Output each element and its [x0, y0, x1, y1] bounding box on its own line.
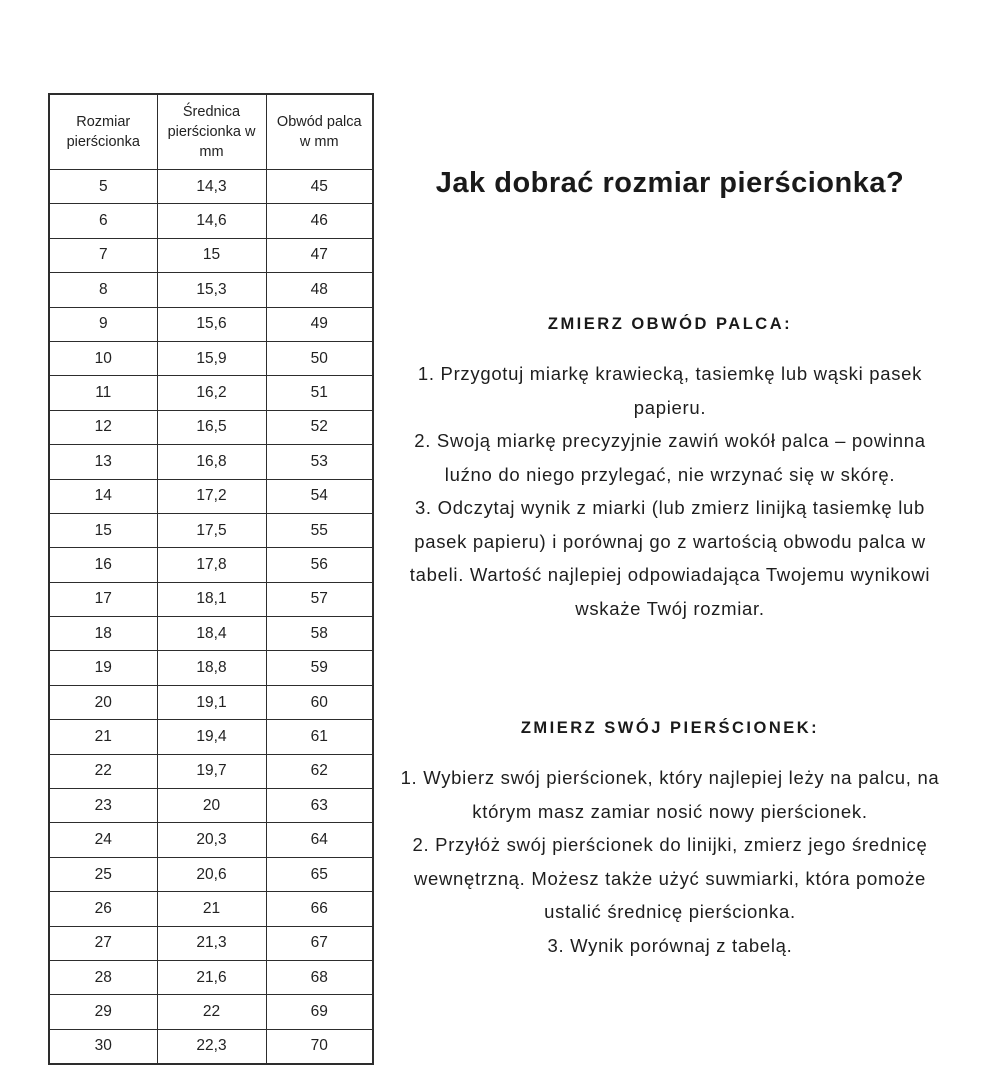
table-cell: 60 — [266, 685, 373, 719]
table-cell: 67 — [266, 926, 373, 960]
table-row — [49, 307, 373, 341]
table-cell: 54 — [266, 479, 373, 513]
table-cell: 7 — [49, 238, 157, 272]
table-row — [49, 273, 373, 307]
table-cell: 22,3 — [157, 1029, 266, 1064]
table-cell: 15,3 — [157, 273, 266, 307]
table-cell: 51 — [266, 376, 373, 410]
table-row — [49, 513, 373, 547]
table-cell: 50 — [266, 341, 373, 375]
table-cell: 68 — [266, 960, 373, 994]
section-steps-measure-ring — [390, 761, 950, 962]
table-row — [49, 857, 373, 891]
table-cell: 55 — [266, 513, 373, 547]
page-title: Jak dobrać rozmiar pierścionka? — [435, 167, 905, 199]
table-cell: 19,7 — [157, 754, 266, 788]
table-cell: 16,2 — [157, 376, 266, 410]
table-row — [49, 410, 373, 444]
table-cell: 19 — [49, 651, 157, 685]
table-cell: 9 — [49, 307, 157, 341]
table-body — [49, 170, 373, 1065]
table-cell: 5 — [49, 170, 157, 204]
step-item: 1. Wybierz swój pierścionek, który najlepiej leży na palcu, na którym masz zamiar nosić nowy pierścionek. — [400, 767, 940, 822]
table-cell: 24 — [49, 823, 157, 857]
table-cell: 14,6 — [157, 204, 266, 238]
table-cell: 28 — [49, 960, 157, 994]
table-cell: 64 — [266, 823, 373, 857]
table-cell: 18,4 — [157, 617, 266, 651]
step-item: 3. Odczytaj wynik z miarki (lub zmierz linijką tasiemkę lub pasek papieru) i porównaj go z wartością obwodu palca w tabeli. Wartość najlepiej odpowiadająca Twojemu wynikowi wskaże Twój rozmiar. — [409, 497, 931, 619]
column-header-ring-size: Rozmiar pierścionka — [49, 94, 157, 170]
table-row — [49, 341, 373, 375]
table-cell: 66 — [266, 892, 373, 926]
table-row — [49, 720, 373, 754]
table-header-row — [49, 94, 373, 170]
step-item: 1. Przygotuj miarkę krawiecką, tasiemkę lub wąski pasek papieru. — [417, 363, 923, 418]
table-cell: 8 — [49, 273, 157, 307]
step-item: 2. Przyłóż swój pierścionek do linijki, zmierz jego średnicę wewnętrzną. Możesz także użyć suwmiarki, która pomoże ustalić średnicę pierścionka. — [412, 834, 928, 922]
table-cell: 58 — [266, 617, 373, 651]
table-cell: 18 — [49, 617, 157, 651]
table-cell: 17,8 — [157, 548, 266, 582]
table-cell: 25 — [49, 857, 157, 891]
table-cell: 69 — [266, 995, 373, 1029]
table-cell: 27 — [49, 926, 157, 960]
table-cell: 15 — [157, 238, 266, 272]
table-cell: 70 — [266, 1029, 373, 1064]
table-row — [49, 823, 373, 857]
table-row — [49, 892, 373, 926]
table-cell: 21,6 — [157, 960, 266, 994]
column-header-finger-circumference: Obwód palca w mm — [266, 94, 373, 170]
table-cell: 52 — [266, 410, 373, 444]
table-cell: 17 — [49, 582, 157, 616]
table-row — [49, 1029, 373, 1064]
table-cell: 6 — [49, 204, 157, 238]
table-row — [49, 479, 373, 513]
table-cell: 14 — [49, 479, 157, 513]
table-cell: 16 — [49, 548, 157, 582]
table-row — [49, 170, 373, 204]
table-cell: 65 — [266, 857, 373, 891]
table-cell: 19,1 — [157, 685, 266, 719]
table-row — [49, 617, 373, 651]
table-cell: 12 — [49, 410, 157, 444]
table-row — [49, 548, 373, 582]
table-cell: 23 — [49, 789, 157, 823]
table-cell: 15,9 — [157, 341, 266, 375]
table-row — [49, 238, 373, 272]
table-cell: 11 — [49, 376, 157, 410]
table-cell: 45 — [266, 170, 373, 204]
table-cell: 18,8 — [157, 651, 266, 685]
table-cell: 48 — [266, 273, 373, 307]
table-cell: 16,8 — [157, 445, 266, 479]
table-cell: 15 — [49, 513, 157, 547]
table-row — [49, 685, 373, 719]
table-cell: 29 — [49, 995, 157, 1029]
ring-size-table — [48, 93, 374, 1065]
table-cell: 20 — [157, 789, 266, 823]
table-cell: 21,3 — [157, 926, 266, 960]
table-row — [49, 960, 373, 994]
table-cell: 61 — [266, 720, 373, 754]
table-row — [49, 204, 373, 238]
table-row — [49, 789, 373, 823]
table-cell: 13 — [49, 445, 157, 479]
table-row — [49, 445, 373, 479]
table-cell: 47 — [266, 238, 373, 272]
table-cell: 19,4 — [157, 720, 266, 754]
table-cell: 30 — [49, 1029, 157, 1064]
table-cell: 59 — [266, 651, 373, 685]
table-cell: 63 — [266, 789, 373, 823]
table-cell: 16,5 — [157, 410, 266, 444]
table-cell: 49 — [266, 307, 373, 341]
table-cell: 10 — [49, 341, 157, 375]
section-heading-measure-finger: ZMIERZ OBWÓD PALCA: — [547, 315, 793, 333]
table-cell: 57 — [266, 582, 373, 616]
table-cell: 46 — [266, 204, 373, 238]
column-header-ring-diameter: Średnica pierścionka w mm — [157, 94, 266, 170]
step-item: 2. Swoją miarkę precyzyjnie zawiń wokół palca – powinna luźno do niego przylegać, nie wrzynać się w skórę. — [414, 430, 926, 485]
section-steps-measure-finger — [390, 357, 950, 625]
table-row — [49, 582, 373, 616]
table-cell: 15,6 — [157, 307, 266, 341]
table-row — [49, 926, 373, 960]
table-cell: 56 — [266, 548, 373, 582]
table-cell: 17,5 — [157, 513, 266, 547]
table-row — [49, 651, 373, 685]
table-cell: 14,3 — [157, 170, 266, 204]
table-cell: 20,6 — [157, 857, 266, 891]
table-cell: 22 — [49, 754, 157, 788]
table-row — [49, 376, 373, 410]
table-cell: 21 — [49, 720, 157, 754]
table-cell: 53 — [266, 445, 373, 479]
table-row — [49, 995, 373, 1029]
table-cell: 21 — [157, 892, 266, 926]
table-cell: 18,1 — [157, 582, 266, 616]
table-cell: 62 — [266, 754, 373, 788]
table-row — [49, 754, 373, 788]
section-heading-measure-ring: ZMIERZ SWÓJ PIERŚCIONEK: — [520, 719, 820, 737]
table-cell: 17,2 — [157, 479, 266, 513]
table-cell: 22 — [157, 995, 266, 1029]
table-cell: 20 — [49, 685, 157, 719]
table-cell: 20,3 — [157, 823, 266, 857]
table-cell: 26 — [49, 892, 157, 926]
step-item: 3. Wynik porównaj z tabelą. — [547, 934, 793, 956]
